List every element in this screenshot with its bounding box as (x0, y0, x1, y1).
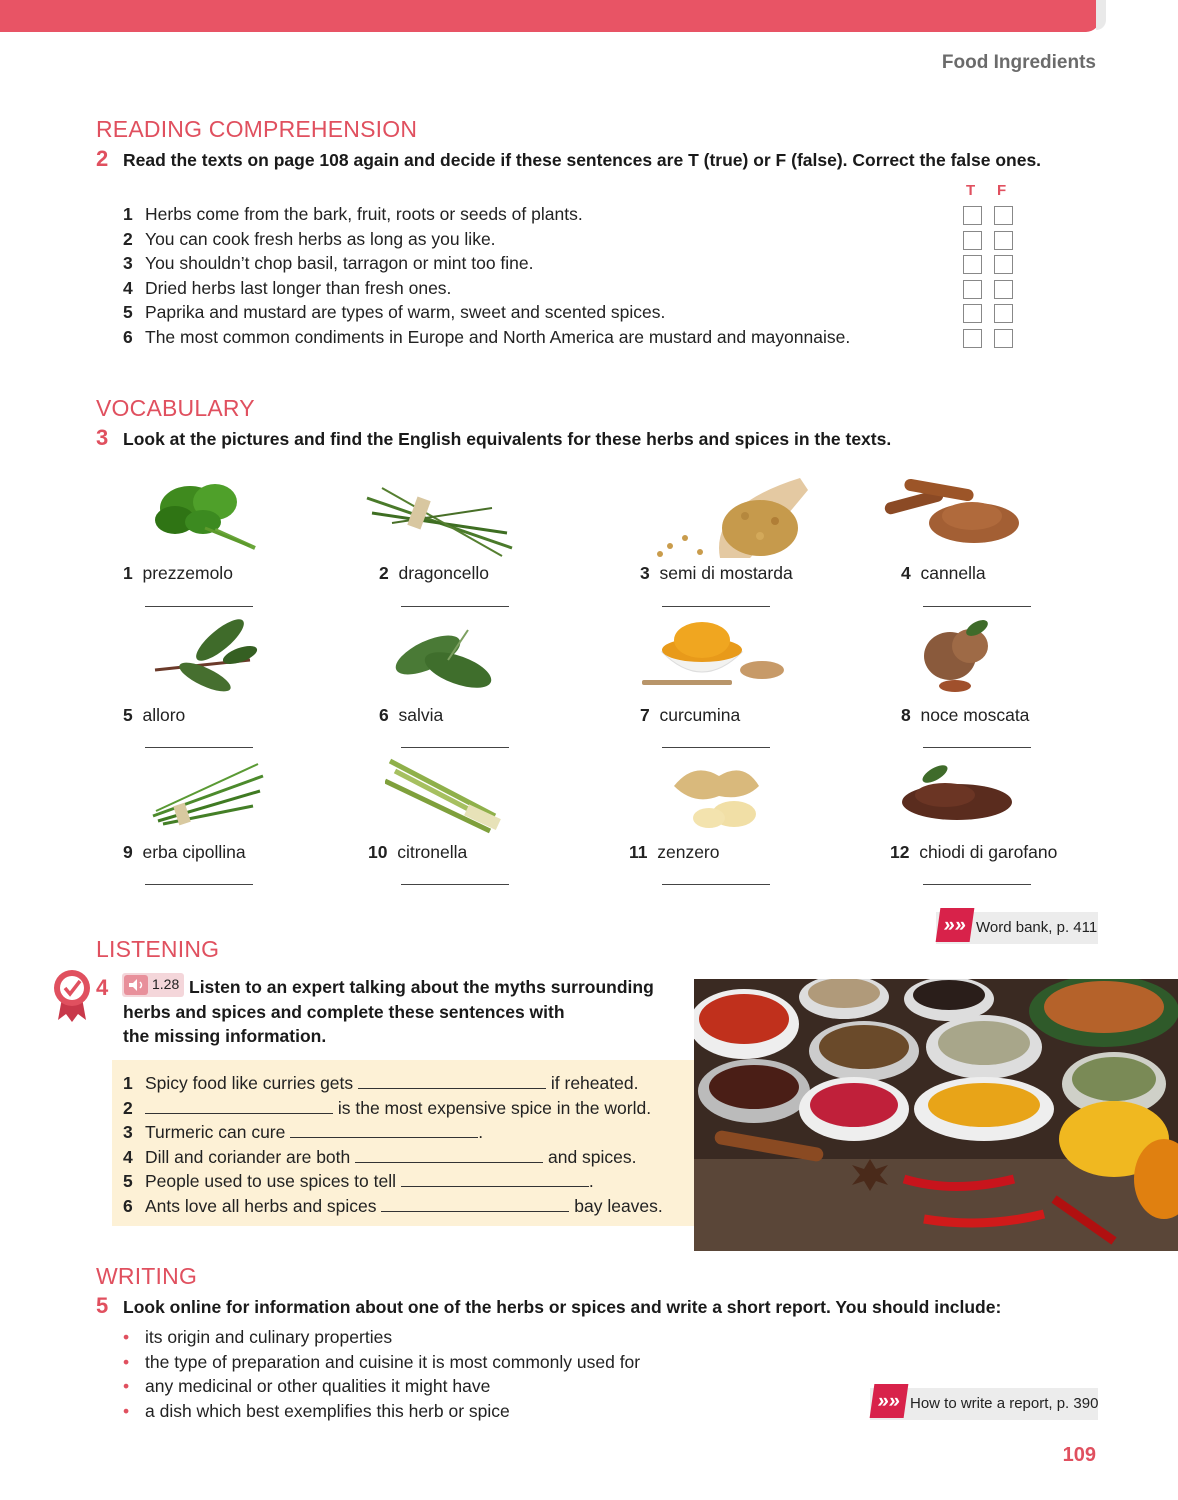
running-title: Food Ingredients (941, 52, 1096, 73)
vocab-word: 3 semi di mostarda (640, 563, 793, 583)
track-number: 1.28 (152, 976, 180, 992)
listening-heading: LISTENING (96, 936, 220, 962)
award-badge-icon (52, 968, 92, 1022)
gap-field[interactable] (145, 1097, 333, 1114)
mustard-seeds-image (650, 476, 810, 560)
true-checkbox-1[interactable] (963, 206, 982, 225)
page-number: 109 (1062, 1444, 1096, 1466)
listening-instruction-line2: herbs and spices and complete these sentences with (123, 1002, 565, 1022)
vocab-word: 6 salvia (379, 705, 444, 725)
sage-image (388, 620, 498, 695)
tf-sentence: 1 Herbs come from the bark, fruit, roots or seeds of plants. (123, 204, 583, 224)
top-banner (0, 0, 1100, 32)
cloves-image (895, 760, 1020, 830)
answer-blank[interactable] (401, 884, 509, 885)
parsley-image (145, 478, 265, 553)
exercise-number-3: 3 (96, 425, 109, 450)
vocab-word: 9 erba cipollina (123, 842, 246, 862)
false-checkbox-5[interactable] (994, 304, 1013, 323)
vocab-word: 8 noce moscata (901, 705, 1030, 725)
chives-image (148, 756, 268, 836)
answer-blank[interactable] (923, 606, 1031, 607)
bay-leaf-image (150, 615, 260, 695)
arrow-icon: »» (870, 1384, 909, 1418)
word-bank-label: Word bank, p. 411 (976, 919, 1098, 936)
vocab-word: 5 alloro (123, 705, 186, 725)
answer-blank[interactable] (662, 884, 770, 885)
vocab-word: 4 cannella (901, 563, 986, 583)
lemongrass-image (385, 756, 505, 838)
true-checkbox-4[interactable] (963, 280, 982, 299)
tarragon-image (362, 478, 517, 558)
true-column-label: T (966, 182, 976, 199)
vocabulary-heading: VOCABULARY (96, 395, 255, 421)
answer-blank[interactable] (662, 606, 770, 607)
gap-field[interactable] (381, 1195, 569, 1212)
vocabulary-instruction: Look at the pictures and find the English equivalents for these herbs and spices in the texts. (123, 429, 892, 449)
vocab-word: 12 chiodi di garofano (890, 842, 1058, 862)
false-checkbox-2[interactable] (994, 231, 1013, 250)
tf-sentence: 6 The most common condiments in Europe and North America are mustard and mayonnaise. (123, 327, 851, 347)
gap-field[interactable] (401, 1170, 589, 1187)
gap-sentence: 3 Turmeric can cure . (123, 1122, 484, 1142)
tf-sentence: 2 You can cook fresh herbs as long as you like. (123, 229, 496, 249)
exercise-number-2: 2 (96, 146, 109, 171)
false-checkbox-3[interactable] (994, 255, 1013, 274)
tf-sentence: 4 Dried herbs last longer than fresh ones. (123, 278, 452, 298)
writing-heading: WRITING (96, 1263, 198, 1289)
vocab-word: 2 dragoncello (379, 563, 489, 583)
report-guide-link[interactable] (870, 1388, 1098, 1420)
audio-track-button[interactable] (122, 973, 184, 997)
false-checkbox-6[interactable] (994, 329, 1013, 348)
writing-instruction: Look online for information about one of the herbs or spices and write a short report. You should include: (123, 1297, 1002, 1317)
vocab-word: 11 zenzero (629, 842, 720, 862)
speaker-icon (124, 975, 148, 995)
answer-blank[interactable] (145, 884, 253, 885)
vocab-word: 10 citronella (368, 842, 468, 862)
writing-bullet: • the type of preparation and cuisine it is most commonly used for (123, 1352, 641, 1372)
answer-blank[interactable] (401, 747, 509, 748)
false-column-label: F (997, 182, 1007, 199)
answer-blank[interactable] (145, 606, 253, 607)
writing-bullet: • a dish which best exemplifies this herb or spice (123, 1401, 510, 1421)
listening-instruction-line3: the missing information. (123, 1026, 327, 1046)
answer-blank[interactable] (401, 606, 509, 607)
exercise-number-4: 4 (96, 975, 109, 1000)
tf-sentence: 5 Paprika and mustard are types of warm, sweet and scented spices. (123, 302, 666, 322)
gap-field[interactable] (355, 1146, 543, 1163)
top-banner-edge (1096, 0, 1106, 30)
false-checkbox-4[interactable] (994, 280, 1013, 299)
gap-field[interactable] (290, 1121, 478, 1138)
ginger-image (664, 756, 774, 836)
gap-sentence: 1 Spicy food like curries gets if reheated. (123, 1073, 639, 1093)
false-checkbox-1[interactable] (994, 206, 1013, 225)
answer-blank[interactable] (923, 884, 1031, 885)
reading-instruction: Read the texts on page 108 again and decide if these sentences are T (true) or F (false). Correct the false ones. (123, 150, 1042, 170)
writing-bullet: • its origin and culinary properties (123, 1327, 393, 1347)
answer-blank[interactable] (662, 747, 770, 748)
true-checkbox-5[interactable] (963, 304, 982, 323)
gap-sentence: 5 People used to use spices to tell . (123, 1171, 594, 1191)
gap-sentence: 4 Dill and coriander are both and spices. (123, 1147, 637, 1167)
listening-instruction-line1: Listen to an expert talking about the myths surrounding (189, 977, 654, 997)
nutmeg-image (915, 616, 995, 696)
word-bank-link[interactable] (936, 912, 1098, 944)
answer-blank[interactable] (923, 747, 1031, 748)
arrow-icon: »» (936, 908, 975, 942)
exercise-number-5: 5 (96, 1293, 109, 1318)
vocab-word: 1 prezzemolo (123, 563, 233, 583)
true-checkbox-2[interactable] (963, 231, 982, 250)
tf-sentence: 3 You shouldn’t chop basil, tarragon or mint too fine. (123, 253, 534, 273)
true-checkbox-3[interactable] (963, 255, 982, 274)
true-checkbox-6[interactable] (963, 329, 982, 348)
cinnamon-image (884, 478, 1024, 548)
gap-field[interactable] (358, 1072, 546, 1089)
gap-sentence: 6 Ants love all herbs and spices bay leaves. (123, 1196, 663, 1216)
turmeric-image (642, 612, 792, 694)
report-guide-label: How to write a report, p. 390 (910, 1395, 1099, 1412)
vocab-word: 7 curcumina (640, 705, 741, 725)
spices-photo (694, 979, 1178, 1251)
answer-blank[interactable] (145, 747, 253, 748)
reading-heading: READING COMPREHENSION (96, 116, 418, 142)
gap-sentence: 2 is the most expensive spice in the world. (123, 1098, 652, 1118)
writing-bullet: • any medicinal or other qualities it might have (123, 1376, 491, 1396)
